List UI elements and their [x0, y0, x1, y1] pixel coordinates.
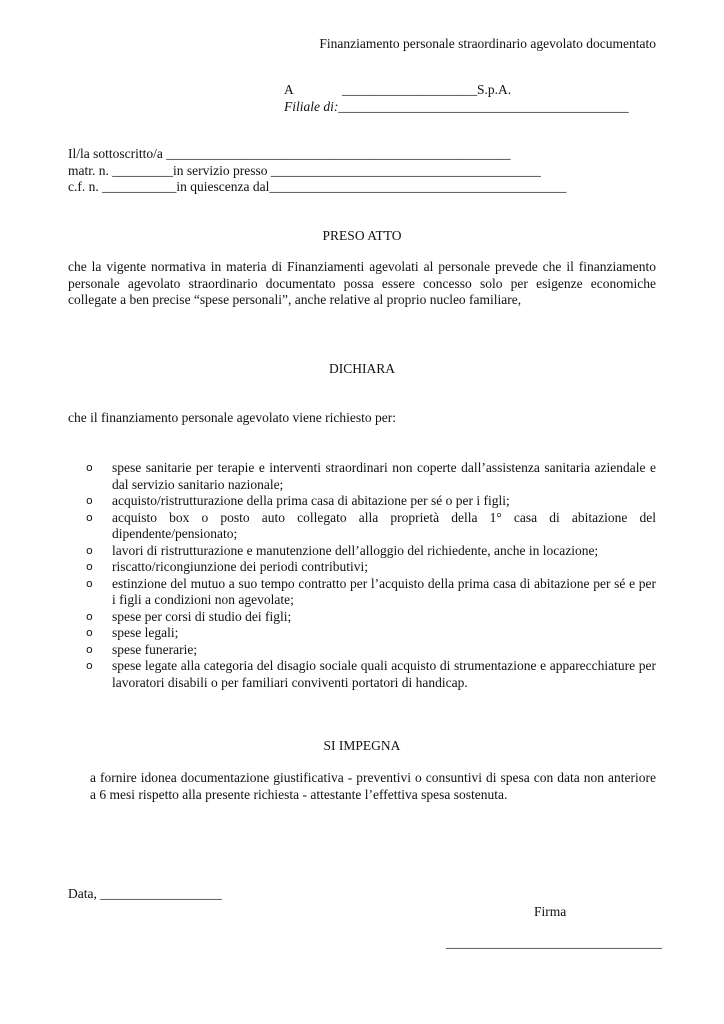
applicant-employment-line: matr. n. _________in servizio presso ________________________________________: [68, 162, 541, 178]
si-impegna-paragraph: a fornire idonea documentazione giustificativa - preventivi o consuntivi di spesa con data non anteriore a 6 mesi rispetto alla presente richiesta - attestante l’effettiva spesa sostenuta.: [90, 770, 656, 802]
recipient-bank-line: [284, 82, 511, 99]
purpose-item-text: spese legate alla categoria del disagio sociale quali acquisto di strumentazione e apparecchiature per lavoratori disabili o per familiari conviventi portatori di handicap.: [112, 658, 656, 690]
preso-atto-heading: PRESO ATTO: [322, 228, 402, 243]
date-field: Data, __________________: [68, 886, 222, 901]
bullet-circle-icon: o: [86, 510, 93, 524]
purpose-list-item: [86, 543, 656, 560]
purpose-list-item: [86, 493, 656, 510]
signature-line: ________________________________: [446, 935, 662, 950]
purpose-list-item: [86, 658, 656, 691]
bullet-circle-icon: o: [86, 659, 93, 672]
bullet-circle-icon: o: [86, 543, 93, 557]
recipient-a-label: A: [284, 82, 294, 97]
bullet-circle-icon: o: [86, 642, 93, 656]
bullet-circle-icon: o: [86, 494, 93, 507]
applicant-name-line: Il/la sottoscritto/a ___________________________________________________: [68, 146, 511, 161]
purpose-item-text: spese sanitarie per terapie e interventi straordinari non coperte dall’assistenza sanitaria aziendale e dal servizio sanitario nazionale;: [112, 460, 656, 492]
purpose-list-item: [86, 559, 656, 576]
signature-label: Firma: [534, 904, 567, 919]
purpose-item-text: acquisto box o posto auto collegato alla proprietà della 1° casa di abitazione del dipendente/pensionato;: [112, 509, 656, 541]
applicant-info-block: [68, 146, 566, 196]
purpose-list-item: [86, 625, 656, 642]
purpose-list-item: [86, 609, 656, 626]
preso-atto-paragraph: che la vigente normativa in materia di Finanziamenti agevolati al personale prevede che il finanziamento personale agevolato straordinario documentato possa essere concesso solo per esigenze economiche collegate a ben precise “spese personali”, anche relative al proprio nucleo familiare,: [68, 259, 656, 307]
recipient-bank-blank: ____________________S.p.A.: [342, 82, 512, 97]
si-impegna-heading: SI IMPEGNA: [323, 738, 401, 753]
purpose-item-text: riscatto/ricongiunzione dei periodi contributivi;: [112, 559, 369, 574]
purpose-list-item: [86, 460, 656, 493]
dichiara-heading: DICHIARA: [329, 361, 395, 376]
bullet-circle-icon: o: [86, 626, 93, 639]
purpose-list: [86, 460, 656, 691]
bullet-circle-icon: o: [86, 576, 93, 590]
purpose-list-item: [86, 510, 656, 543]
purpose-item-text: estinzione del mutuo a suo tempo contratto per l’acquisto della prima casa di abitazione per sé e per i figli a condizioni non agevolate;: [112, 575, 656, 607]
purpose-item-text: spese legali;: [112, 625, 179, 640]
recipient-branch-line: Filiale di:___________________________________________: [284, 99, 629, 114]
purpose-list-item: [86, 642, 656, 659]
applicant-retirement-line: c.f. n. ___________in quiescenza dal____________________________________________: [68, 179, 567, 194]
purpose-item-text: acquisto/ristrutturazione della prima casa di abitazione per sé o per i figli;: [112, 493, 510, 508]
purpose-item-text: spese per corsi di studio dei figli;: [112, 608, 292, 624]
purpose-item-text: lavori di ristrutturazione e manutenzione dell’alloggio del richiedente, anche in locazione;: [112, 542, 599, 558]
purpose-item-text: spese funerarie;: [112, 641, 198, 657]
dichiara-intro: che il finanziamento personale agevolato viene richiesto per:: [68, 410, 396, 425]
document-header-title: Finanziamento personale straordinario agevolato documentato: [319, 36, 656, 51]
bullet-circle-icon: o: [86, 609, 93, 623]
purpose-list-item: [86, 576, 656, 609]
bullet-circle-icon: o: [86, 461, 93, 474]
bullet-circle-icon: o: [86, 560, 93, 573]
